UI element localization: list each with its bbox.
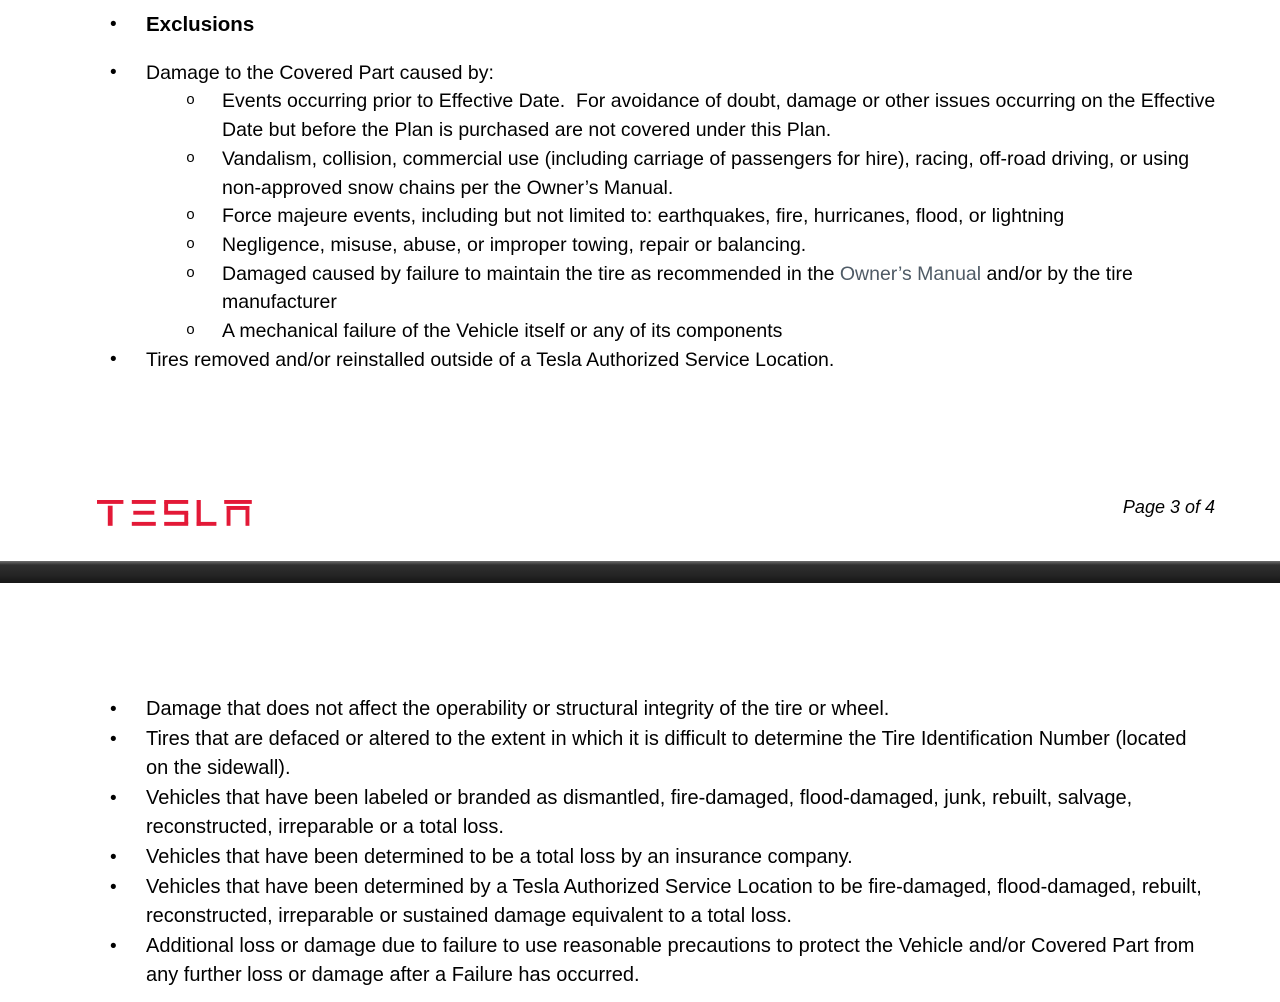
damage-causes-sublist xyxy=(0,87,1280,345)
circle-bullet-icon: o xyxy=(186,149,196,167)
sub-bullet-text xyxy=(222,263,1138,314)
list-item xyxy=(0,202,1216,231)
circle-bullet-icon: o xyxy=(186,264,196,282)
sub-bullet-text-pre: Damaged caused by failure to maintain the tire as recommended in the xyxy=(222,262,840,285)
bullet-icon: • xyxy=(110,348,117,370)
list-item xyxy=(0,87,1221,144)
bullet-icon: • xyxy=(110,935,117,957)
page-number: Page 3 of 4 xyxy=(1122,497,1215,517)
bullet-text: Tires that are defaced or altered to the extent in which it is difficult to determine the Tire Identification Number (located on the sidewall). xyxy=(146,727,1193,780)
intro-bullet-text: Damage to the Covered Part caused by: xyxy=(146,61,494,84)
list-item xyxy=(0,11,1192,40)
bullet-icon: • xyxy=(110,876,117,898)
sub-bullet-text: Negligence, misuse, abuse, or improper towing, repair or balancing. xyxy=(222,233,807,256)
list-item xyxy=(0,59,1192,88)
list-item xyxy=(0,695,1212,725)
closing-bullet-list xyxy=(0,346,1280,375)
circle-bullet-icon: o xyxy=(186,322,196,340)
list-item xyxy=(0,231,1216,260)
bullet-text: Additional loss or damage due to failure to use reasonable precautions to protect the Vehicle and/or Covered Part from any further loss or damage after a Failure has occurred. xyxy=(146,934,1200,987)
sub-bullet-text: A mechanical failure of the Vehicle itself or any of its components xyxy=(222,320,783,343)
bullet-text: Vehicles that have been labeled or branded as dismantled, fire-damaged, flood-damaged, junk, rebuilt, salvage, reconstructed, irreparable or a total loss. xyxy=(146,786,1138,839)
bullet-icon: • xyxy=(110,787,117,809)
owners-manual-link[interactable]: Owner’s Manual xyxy=(839,262,982,285)
bullet-icon: • xyxy=(110,728,117,750)
list-item xyxy=(0,932,1212,991)
list-item xyxy=(0,317,1216,346)
circle-bullet-icon: o xyxy=(186,92,196,110)
sub-bullet-text: Force majeure events, including but not limited to: earthquakes, fire, hurricanes, flood, or lightning xyxy=(222,205,1065,228)
list-item xyxy=(0,346,1192,375)
sub-bullet-text: Vandalism, collision, commercial use (including carriage of passengers for hire), racing, off-road driving, or using non-approved snow chains per the Owner’s Manual. xyxy=(222,147,1195,199)
bullet-text: Damage that does not affect the operability or structural integrity of the tire or wheel. xyxy=(146,698,890,720)
closing-bullet-text: Tires removed and/or reinstalled outside of a Tesla Authorized Service Location. xyxy=(146,348,835,371)
bullet-text: Vehicles that have been determined to be a total loss by an insurance company. xyxy=(146,845,853,868)
circle-bullet-icon: o xyxy=(186,235,196,253)
tesla-logo xyxy=(95,500,255,530)
exclusions-list-continued xyxy=(0,695,1280,991)
sub-bullet-text-post: and/or by the tire manufacturer xyxy=(222,262,1139,314)
page-separator xyxy=(0,561,1280,583)
list-item xyxy=(0,873,1212,932)
bullet-text: Vehicles that have been determined by a Tesla Authorized Service Location to be fire-damaged, flood-damaged, rebuilt, reconstructed, irreparable or sustained damage equivalent to a total loss. xyxy=(146,875,1208,928)
exclusions-list xyxy=(0,11,1280,87)
list-item xyxy=(0,145,1216,202)
section-heading: Exclusions xyxy=(146,13,255,36)
bullet-icon: • xyxy=(110,14,117,35)
list-item xyxy=(0,784,1212,843)
list-item xyxy=(0,725,1212,784)
circle-bullet-icon: o xyxy=(186,207,196,225)
list-item xyxy=(0,843,1212,873)
bullet-icon: • xyxy=(110,846,117,868)
pdf-page-4 xyxy=(0,583,1280,1002)
sub-bullet-text: Events occurring prior to Effective Date. For avoidance of doubt, damage or other issues occurring on the Effective Date but before the Plan is purchased are not covered under this Plan. xyxy=(222,90,1221,142)
list-item xyxy=(0,260,1216,317)
bullet-icon: • xyxy=(110,61,117,83)
bullet-icon: • xyxy=(110,699,117,720)
